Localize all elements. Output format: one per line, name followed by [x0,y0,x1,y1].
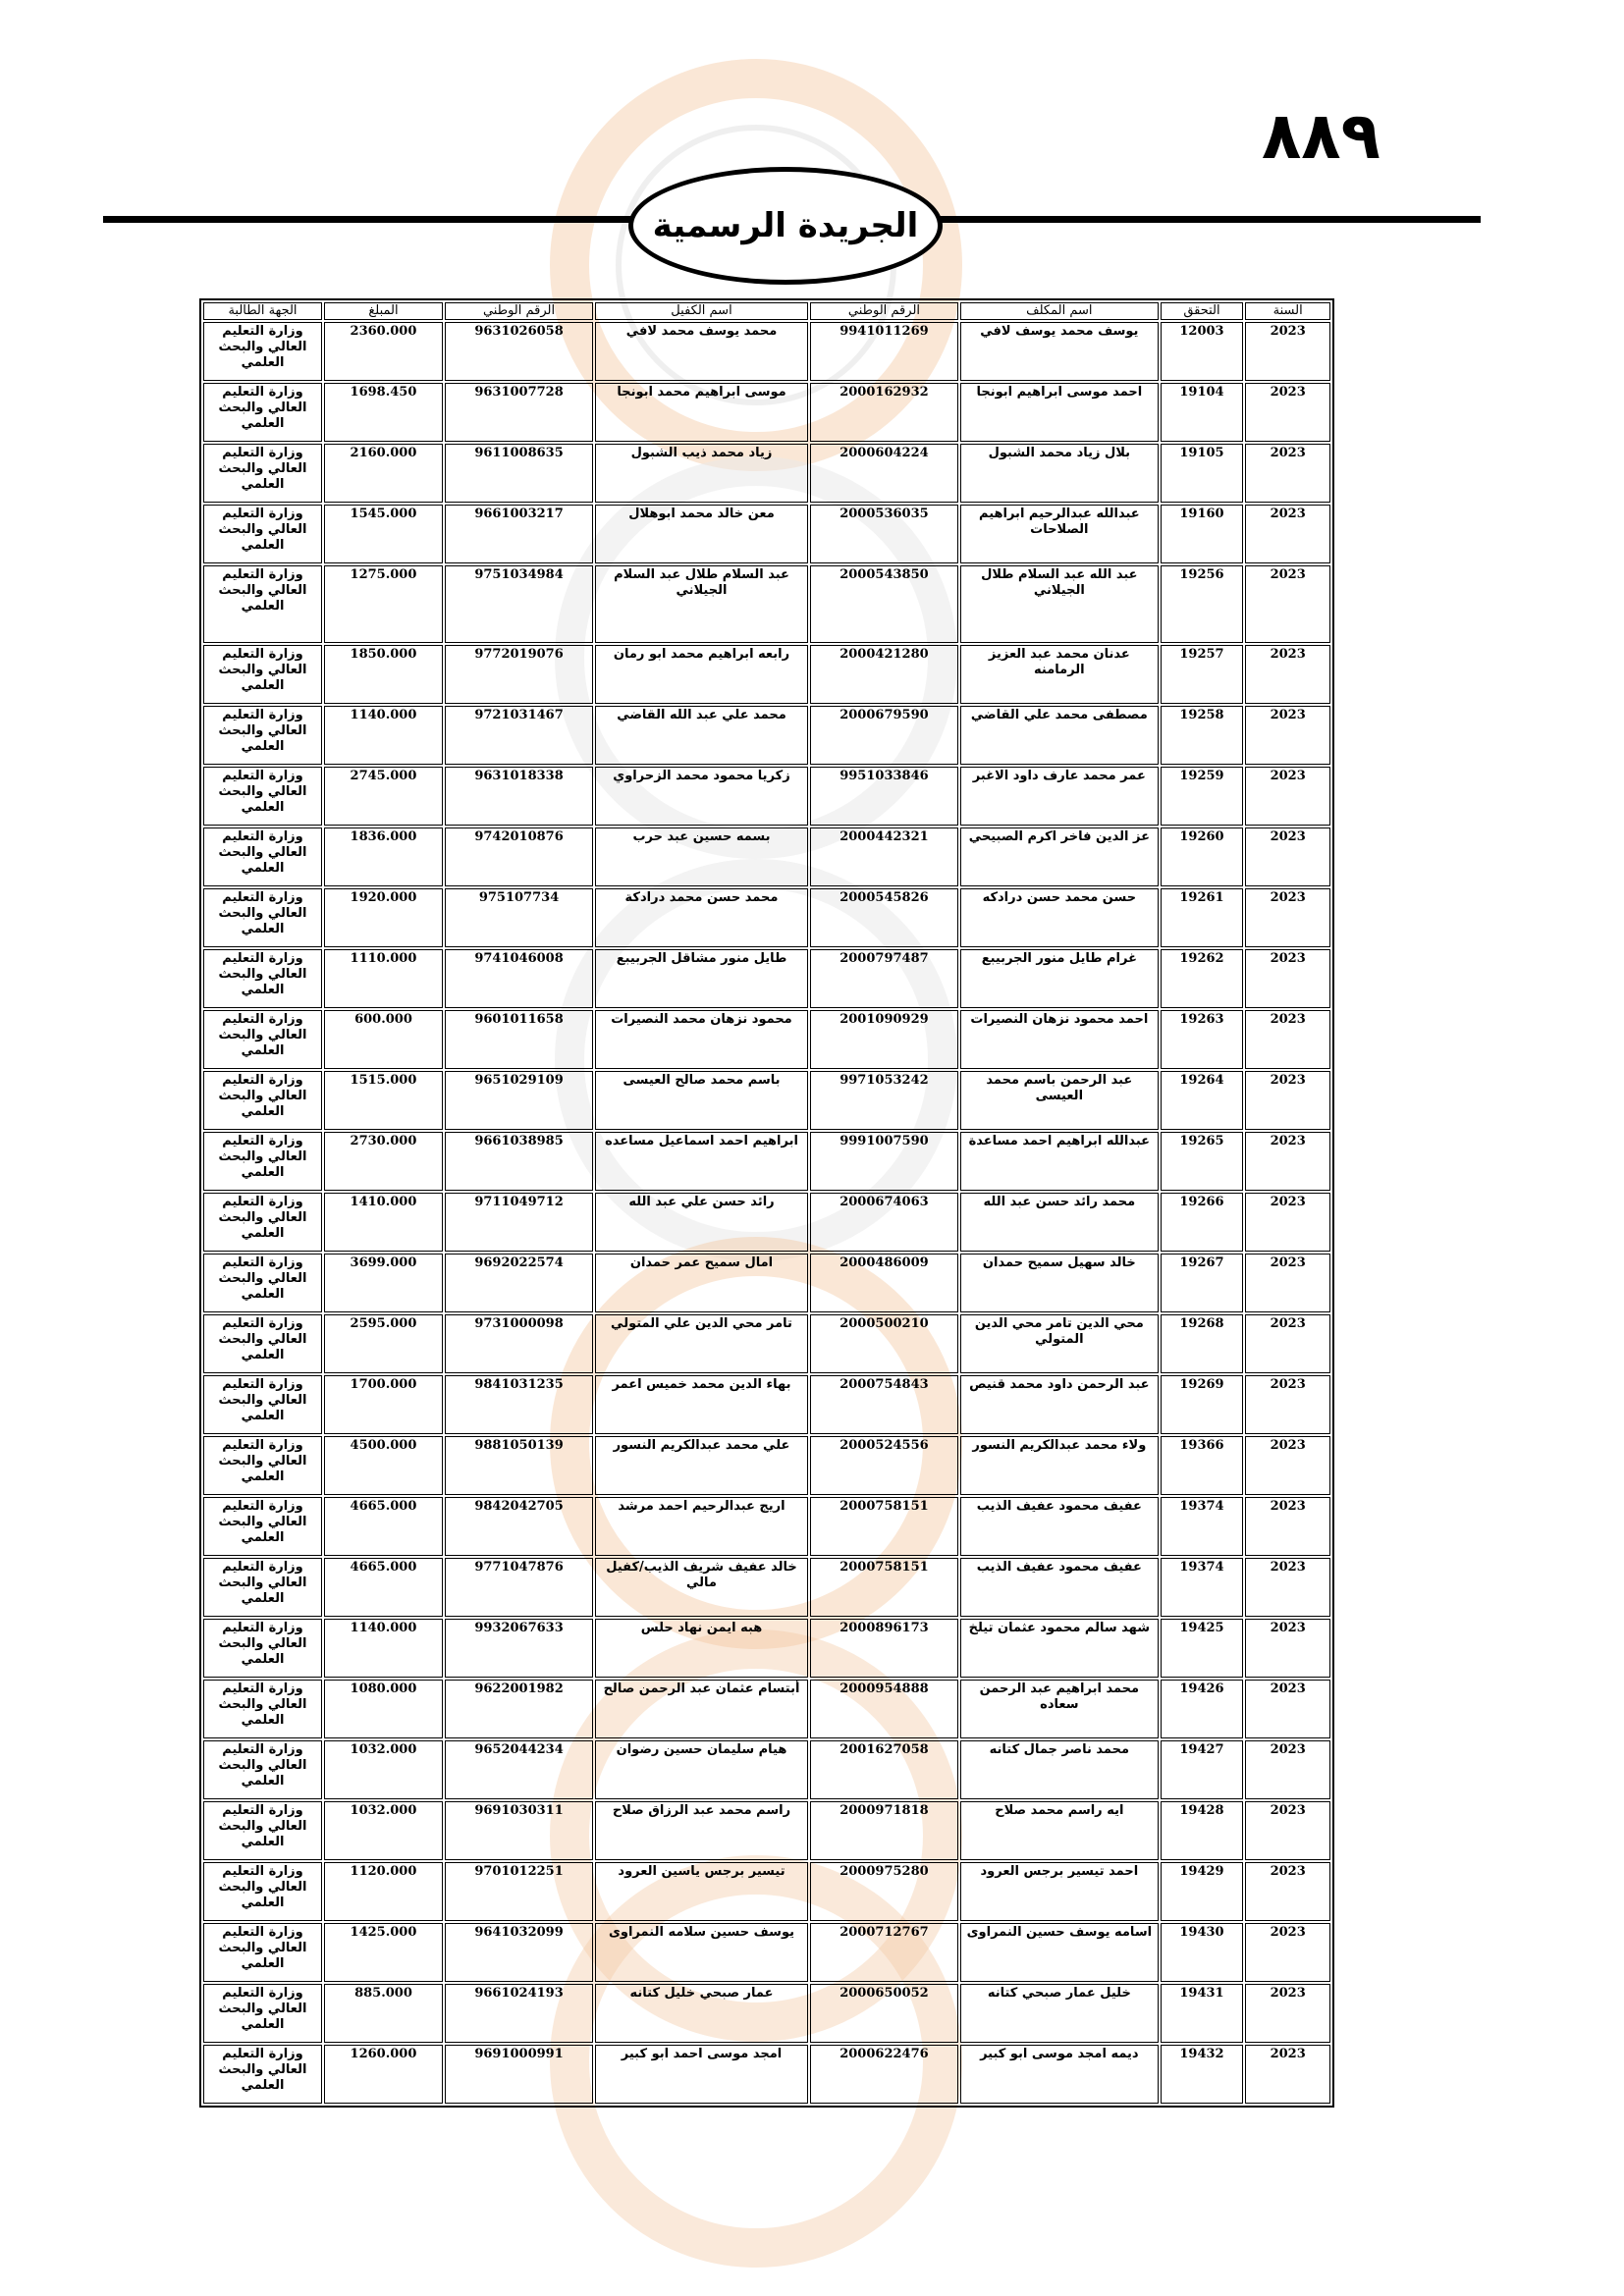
cell-ref: 19266 [1161,1193,1244,1252]
cell-ref: 19426 [1161,1680,1244,1738]
table-row [203,383,1330,442]
cell-taxpayer: عمر محمد عارف داود الاغبر [960,767,1159,826]
cell-year: 2023 [1245,1740,1330,1799]
cell-agency: وزارة التعليم العالي والبحث العلمي [203,767,322,826]
header-agency: الجهة الطالبة [203,302,322,320]
page-number: ٨٨٩ [1262,98,1380,174]
cell-agency: وزارة التعليم العالي والبحث العلمي [203,706,322,765]
cell-guarantor-id: 9652044234 [445,1740,593,1799]
records-table [199,298,1334,2108]
table-row [203,888,1330,947]
cell-amount: 885.000 [324,1984,443,2043]
cell-guarantor: علي محمد عبدالكريم النسور [595,1436,808,1495]
cell-guarantor-id: 9932067633 [445,1619,593,1678]
cell-guarantor: امال سميح عمر حمدان [595,1254,808,1312]
cell-amount: 4500.000 [324,1436,443,1495]
cell-year: 2023 [1245,767,1330,826]
cell-national-id: 2000421280 [810,645,958,704]
table-row [203,1375,1330,1434]
cell-year: 2023 [1245,828,1330,886]
header-amount: المبلغ [324,302,443,320]
cell-year: 2023 [1245,1375,1330,1434]
cell-guarantor: تيسير برجس ياسين العرود [595,1862,808,1921]
cell-national-id: 2000674063 [810,1193,958,1252]
cell-agency: وزارة التعليم العالي والبحث العلمي [203,1071,322,1130]
cell-guarantor-id: 9701012251 [445,1862,593,1921]
cell-year: 2023 [1245,949,1330,1008]
cell-national-id: 9971053242 [810,1071,958,1130]
cell-guarantor-id: 9631026058 [445,322,593,381]
cell-guarantor-id: 9661003217 [445,505,593,563]
cell-amount: 1698.450 [324,383,443,442]
table-row [203,565,1330,643]
header-year: السنة [1245,302,1330,320]
table-row [203,2045,1330,2104]
cell-ref: 19428 [1161,1801,1244,1860]
header-ref: التحقق [1161,302,1244,320]
cell-guarantor: عمار صبحي خليل كتانه [595,1984,808,2043]
cell-ref: 19432 [1161,2045,1244,2104]
cell-taxpayer: عبد الرحمن داود محمد قنيص [960,1375,1159,1434]
cell-year: 2023 [1245,1071,1330,1130]
cell-year: 2023 [1245,1010,1330,1069]
cell-national-id: 2000758151 [810,1497,958,1556]
cell-guarantor: زكريا محمود محمد الزحراوي [595,767,808,826]
cell-amount: 1032.000 [324,1740,443,1799]
header-guarantor-id: الرقم الوطني [445,302,593,320]
cell-year: 2023 [1245,1193,1330,1252]
cell-year: 2023 [1245,1862,1330,1921]
table-row [203,1862,1330,1921]
cell-amount: 1140.000 [324,1619,443,1678]
cell-year: 2023 [1245,888,1330,947]
cell-taxpayer: خليل عمار صبحي كتانه [960,1984,1159,2043]
cell-national-id: 2000971818 [810,1801,958,1860]
cell-ref: 19427 [1161,1740,1244,1799]
cell-agency: وزارة التعليم العالي والبحث العلمي [203,1680,322,1738]
cell-year: 2023 [1245,565,1330,643]
cell-guarantor: رابعه ابراهيم محمد ابو رمان [595,645,808,704]
cell-guarantor-id: 9601011658 [445,1010,593,1069]
cell-year: 2023 [1245,1497,1330,1556]
cell-national-id: 2000545826 [810,888,958,947]
cell-amount: 4665.000 [324,1558,443,1617]
cell-guarantor: امجد موسى احمد ابو كبير [595,2045,808,2104]
records-table-wrapper [199,298,1334,2108]
cell-ref: 19265 [1161,1132,1244,1191]
cell-amount: 1260.000 [324,2045,443,2104]
cell-national-id: 2000500210 [810,1314,958,1373]
cell-agency: وزارة التعليم العالي والبحث العلمي [203,828,322,886]
header-guarantor: اسم الكفيل [595,302,808,320]
table-row [203,1193,1330,1252]
table-row [203,949,1330,1008]
cell-taxpayer: عفيف محمود عفيف الذيب [960,1558,1159,1617]
cell-national-id: 2000486009 [810,1254,958,1312]
cell-ref: 12003 [1161,322,1244,381]
cell-guarantor-id: 9742010876 [445,828,593,886]
table-row [203,645,1330,704]
cell-guarantor-id: 9692022574 [445,1254,593,1312]
cell-ref: 19258 [1161,706,1244,765]
cell-agency: وزارة التعليم العالي والبحث العلمي [203,1193,322,1252]
cell-guarantor-id: 9711049712 [445,1193,593,1252]
cell-ref: 19105 [1161,444,1244,503]
cell-guarantor: محمد يوسف محمد لافي [595,322,808,381]
cell-agency: وزارة التعليم العالي والبحث العلمي [203,1862,322,1921]
cell-guarantor: يوسف حسين سلامه النمراوى [595,1923,808,1982]
cell-ref: 19429 [1161,1862,1244,1921]
cell-agency: وزارة التعليم العالي والبحث العلمي [203,949,322,1008]
cell-taxpayer: احمد تيسير برجس العرود [960,1862,1159,1921]
cell-year: 2023 [1245,706,1330,765]
cell-guarantor-id: 9661024193 [445,1984,593,2043]
table-row [203,706,1330,765]
cell-ref: 19260 [1161,828,1244,886]
cell-guarantor-id: 9842042705 [445,1497,593,1556]
cell-guarantor-id: 9631007728 [445,383,593,442]
cell-national-id: 2000622476 [810,2045,958,2104]
cell-ref: 19431 [1161,1984,1244,2043]
cell-national-id: 2001627058 [810,1740,958,1799]
cell-amount: 2160.000 [324,444,443,503]
cell-guarantor: اريج عبدالرحيم احمد مرشد [595,1497,808,1556]
cell-national-id: 9991007590 [810,1132,958,1191]
cell-guarantor-id: 9721031467 [445,706,593,765]
cell-ref: 19269 [1161,1375,1244,1434]
cell-agency: وزارة التعليم العالي والبحث العلمي [203,444,322,503]
cell-national-id: 2000975280 [810,1862,958,1921]
cell-year: 2023 [1245,1984,1330,2043]
cell-amount: 1275.000 [324,565,443,643]
cell-taxpayer: اسامه يوسف حسين النمراوى [960,1923,1159,1982]
cell-national-id: 2000650052 [810,1984,958,2043]
cell-ref: 19374 [1161,1497,1244,1556]
cell-agency: وزارة التعليم العالي والبحث العلمي [203,1132,322,1191]
cell-national-id: 9951033846 [810,767,958,826]
cell-amount: 1515.000 [324,1071,443,1130]
cell-year: 2023 [1245,1619,1330,1678]
cell-guarantor: موسى ابراهيم محمد ابونجا [595,383,808,442]
cell-taxpayer: عدنان محمد عبد العزيز الرمامنه [960,645,1159,704]
cell-amount: 1920.000 [324,888,443,947]
cell-guarantor-id: 9631018338 [445,767,593,826]
cell-ref: 19366 [1161,1436,1244,1495]
cell-taxpayer: محمد رائد حسن عبد الله [960,1193,1159,1252]
cell-agency: وزارة التعليم العالي والبحث العلمي [203,1619,322,1678]
cell-taxpayer: عبدالله عبدالرحيم ابراهيم الصلاحات [960,505,1159,563]
cell-agency: وزارة التعليم العالي والبحث العلمي [203,2045,322,2104]
cell-guarantor-id: 9881050139 [445,1436,593,1495]
cell-national-id: 9941011269 [810,322,958,381]
cell-agency: وزارة التعليم العالي والبحث العلمي [203,645,322,704]
table-row [203,1071,1330,1130]
cell-taxpayer: ديمه امجد موسى ابو كبير [960,2045,1159,2104]
cell-agency: وزارة التعليم العالي والبحث العلمي [203,1740,322,1799]
cell-ref: 19256 [1161,565,1244,643]
cell-agency: وزارة التعليم العالي والبحث العلمي [203,1010,322,1069]
cell-amount: 3699.000 [324,1254,443,1312]
cell-agency: وزارة التعليم العالي والبحث العلمي [203,1436,322,1495]
header-taxpayer: اسم المكلف [960,302,1159,320]
cell-guarantor-id: 9741046008 [445,949,593,1008]
cell-guarantor: طايل منور مشاقل الجربيبع [595,949,808,1008]
cell-amount: 1545.000 [324,505,443,563]
cell-agency: وزارة التعليم العالي والبحث العلمي [203,1314,322,1373]
cell-amount: 1110.000 [324,949,443,1008]
cell-amount: 1850.000 [324,645,443,704]
cell-guarantor-id: 9611008635 [445,444,593,503]
cell-year: 2023 [1245,505,1330,563]
cell-taxpayer: عبدالله ابراهيم احمد مساعدة [960,1132,1159,1191]
table-body [203,322,1330,2104]
cell-year: 2023 [1245,1132,1330,1191]
header-rule-left [103,216,638,223]
cell-agency: وزارة التعليم العالي والبحث العلمي [203,1923,322,1982]
cell-national-id: 2000543850 [810,565,958,643]
cell-ref: 19264 [1161,1071,1244,1130]
cell-guarantor: هبه ايمن نهاد حلس [595,1619,808,1678]
table-row [203,1010,1330,1069]
cell-taxpayer: محمد ابراهيم عبد الرحمن سعاده [960,1680,1159,1738]
cell-amount: 2360.000 [324,322,443,381]
table-row [203,1314,1330,1373]
table-header-row [203,302,1330,320]
cell-year: 2023 [1245,1254,1330,1312]
cell-agency: وزارة التعليم العالي والبحث العلمي [203,565,322,643]
cell-national-id: 2000797487 [810,949,958,1008]
cell-national-id: 2000536035 [810,505,958,563]
cell-ref: 19261 [1161,888,1244,947]
cell-guarantor-id: 9641032099 [445,1923,593,1982]
cell-amount: 2595.000 [324,1314,443,1373]
cell-guarantor-id: 9651029109 [445,1071,593,1130]
cell-amount: 1410.000 [324,1193,443,1252]
cell-year: 2023 [1245,1558,1330,1617]
table-row [203,1680,1330,1738]
cell-amount: 600.000 [324,1010,443,1069]
cell-amount: 1080.000 [324,1680,443,1738]
cell-agency: وزارة التعليم العالي والبحث العلمي [203,1558,322,1617]
table-row [203,444,1330,503]
table-row [203,1497,1330,1556]
cell-guarantor-id: 9691030311 [445,1801,593,1860]
cell-agency: وزارة التعليم العالي والبحث العلمي [203,322,322,381]
cell-guarantor-id: 9771047876 [445,1558,593,1617]
cell-agency: وزارة التعليم العالي والبحث العلمي [203,1375,322,1434]
table-row [203,1923,1330,1982]
cell-national-id: 2000896173 [810,1619,958,1678]
cell-taxpayer: محمد ناصر جمال كتانه [960,1740,1159,1799]
cell-taxpayer: يوسف محمد يوسف لافي [960,322,1159,381]
cell-agency: وزارة التعليم العالي والبحث العلمي [203,383,322,442]
cell-guarantor: ابراهيم احمد اسماعيل مساعده [595,1132,808,1191]
cell-amount: 1140.000 [324,706,443,765]
cell-guarantor-id: 9622001982 [445,1680,593,1738]
cell-ref: 19430 [1161,1923,1244,1982]
cell-guarantor: محمود نزهان محمد النصيرات [595,1010,808,1069]
cell-amount: 4665.000 [324,1497,443,1556]
cell-amount: 1836.000 [324,828,443,886]
cell-amount: 1032.000 [324,1801,443,1860]
cell-taxpayer: عبد الله عبد السلام طلال الجيلاني [960,565,1159,643]
cell-amount: 1700.000 [324,1375,443,1434]
cell-taxpayer: حسن محمد حسن درادكه [960,888,1159,947]
cell-ref: 19263 [1161,1010,1244,1069]
cell-national-id: 2000604224 [810,444,958,503]
cell-agency: وزارة التعليم العالي والبحث العلمي [203,1801,322,1860]
cell-guarantor: تامر محي الدين علي المتولي [595,1314,808,1373]
cell-national-id: 2000679590 [810,706,958,765]
cell-amount: 1120.000 [324,1862,443,1921]
cell-guarantor: أبتسام عثمان عبد الرحمن صالح [595,1680,808,1738]
cell-guarantor-id: 9751034984 [445,565,593,643]
cell-year: 2023 [1245,1436,1330,1495]
cell-guarantor: راسم محمد عبد الرزاق صلاح [595,1801,808,1860]
cell-guarantor-id: 9691000991 [445,2045,593,2104]
cell-taxpayer: احمد محمود نزهان النصيرات [960,1010,1159,1069]
header-national-id: الرقم الوطني [810,302,958,320]
cell-ref: 19374 [1161,1558,1244,1617]
cell-guarantor: محمد علي عبد الله القاضي [595,706,808,765]
cell-agency: وزارة التعليم العالي والبحث العلمي [203,1254,322,1312]
page-title: الجريدة الرسمية [652,206,919,245]
cell-ref: 19262 [1161,949,1244,1008]
cell-taxpayer: خالد سهيل سميح حمدان [960,1254,1159,1312]
cell-year: 2023 [1245,1801,1330,1860]
cell-taxpayer: عفيف محمود عفيف الذيب [960,1497,1159,1556]
cell-guarantor-id: 9772019076 [445,645,593,704]
table-row [203,322,1330,381]
table-row [203,505,1330,563]
cell-guarantor-id: 9731000098 [445,1314,593,1373]
cell-guarantor: خالد عفيف شريف الذيب/كفيل مالي [595,1558,808,1617]
cell-taxpayer: بلال زياد محمد الشبول [960,444,1159,503]
cell-amount: 2745.000 [324,767,443,826]
cell-taxpayer: مصطفى محمد علي القاضي [960,706,1159,765]
cell-ref: 19425 [1161,1619,1244,1678]
cell-guarantor: بهاء الدين محمد خميس اعمر [595,1375,808,1434]
cell-year: 2023 [1245,645,1330,704]
cell-guarantor-id: 9661038985 [445,1132,593,1191]
table-row [203,1132,1330,1191]
cell-guarantor-id: 9841031235 [445,1375,593,1434]
cell-guarantor: باسم محمد صالح العيسى [595,1071,808,1130]
cell-agency: وزارة التعليم العالي والبحث العلمي [203,1984,322,2043]
cell-year: 2023 [1245,322,1330,381]
cell-ref: 19259 [1161,767,1244,826]
cell-national-id: 2000162932 [810,383,958,442]
table-row [203,1740,1330,1799]
cell-year: 2023 [1245,1314,1330,1373]
cell-guarantor: رائد حسن علي عبد الله [595,1193,808,1252]
cell-agency: وزارة التعليم العالي والبحث العلمي [203,888,322,947]
cell-ref: 19268 [1161,1314,1244,1373]
cell-national-id: 2000754843 [810,1375,958,1434]
cell-year: 2023 [1245,2045,1330,2104]
cell-taxpayer: غرام طايل منور الجربيبع [960,949,1159,1008]
table-row [203,1619,1330,1678]
cell-ref: 19257 [1161,645,1244,704]
table-row [203,1801,1330,1860]
header-rule-right [933,216,1481,223]
table-row [203,1254,1330,1312]
cell-year: 2023 [1245,1923,1330,1982]
cell-taxpayer: عز الدين فاخر اكرم الصبيحي [960,828,1159,886]
cell-taxpayer: عبد الرحمن باسم محمد العيسى [960,1071,1159,1130]
cell-guarantor: بسمه حسين عبد حرب [595,828,808,886]
cell-taxpayer: محي الدين تامر محي الدين المتولي [960,1314,1159,1373]
cell-national-id: 2001090929 [810,1010,958,1069]
gazette-title-oval [628,167,943,285]
cell-year: 2023 [1245,383,1330,442]
cell-taxpayer: ايه راسم محمد صلاح [960,1801,1159,1860]
table-row [203,1984,1330,2043]
cell-ref: 19160 [1161,505,1244,563]
cell-agency: وزارة التعليم العالي والبحث العلمي [203,505,322,563]
cell-amount: 2730.000 [324,1132,443,1191]
cell-ref: 19267 [1161,1254,1244,1312]
cell-taxpayer: ولاء محمد عبدالكريم النسور [960,1436,1159,1495]
cell-guarantor-id: 975107734 [445,888,593,947]
cell-guarantor: زياد محمد ذيب الشبول [595,444,808,503]
cell-national-id: 2000954888 [810,1680,958,1738]
cell-amount: 1425.000 [324,1923,443,1982]
cell-year: 2023 [1245,444,1330,503]
cell-ref: 19104 [1161,383,1244,442]
cell-year: 2023 [1245,1680,1330,1738]
cell-guarantor: هيام سليمان حسين رضوان [595,1740,808,1799]
cell-agency: وزارة التعليم العالي والبحث العلمي [203,1497,322,1556]
table-row [203,767,1330,826]
cell-taxpayer: شهد سالم محمود عثمان تيلخ [960,1619,1159,1678]
cell-national-id: 2000442321 [810,828,958,886]
cell-national-id: 2000524556 [810,1436,958,1495]
cell-guarantor: معن خالد محمد ابوهلال [595,505,808,563]
table-row [203,828,1330,886]
cell-national-id: 2000758151 [810,1558,958,1617]
cell-guarantor: محمد حسن محمد درادكة [595,888,808,947]
table-row [203,1436,1330,1495]
cell-taxpayer: احمد موسى ابراهيم ابونجا [960,383,1159,442]
table-row [203,1558,1330,1617]
cell-national-id: 2000712767 [810,1923,958,1982]
cell-guarantor: عبد السلام طلال عبد السلام الجيلاني [595,565,808,643]
